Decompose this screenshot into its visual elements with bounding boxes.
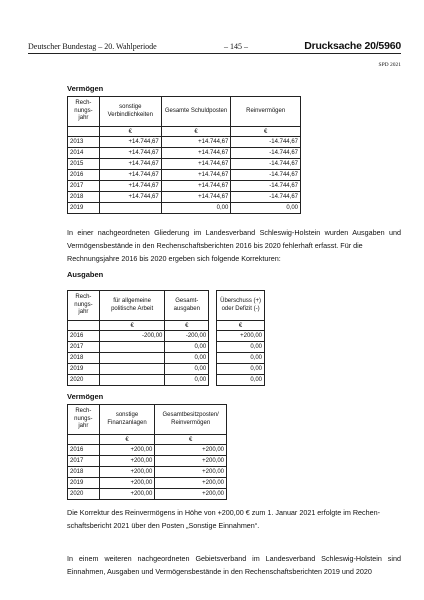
value-cell	[99, 342, 165, 353]
currency-cell: €	[165, 321, 209, 331]
value-cell: 0,00	[217, 342, 265, 353]
year-cell: 2020	[68, 489, 100, 500]
value-cell: +200,00	[155, 456, 227, 467]
value-cell: +200,00	[217, 331, 265, 342]
value-cell: +200,00	[155, 489, 227, 500]
table-row	[68, 342, 265, 353]
value-cell	[99, 375, 165, 386]
paragraph-text: Die Korrektur des Reinvermögens in Höhe von +200,00 € zum 1. Januar 2021 erfolgte im Rechen-	[67, 508, 381, 517]
col-header: Rech-nungs-jahr	[68, 291, 100, 321]
value-cell	[99, 364, 165, 375]
table3	[67, 404, 227, 500]
table-row	[68, 478, 227, 489]
value-cell: +14.744,67	[99, 192, 161, 203]
value-cell: -14.744,67	[231, 137, 301, 148]
currency-cell	[68, 435, 100, 445]
value-cell: -200,00	[99, 331, 165, 342]
paragraph-text: Rechnungsjahre 2016 bis 2020 ergeben sich folgende Korrekturen:	[67, 254, 281, 263]
table-row	[68, 331, 265, 342]
year-cell: 2016	[68, 170, 100, 181]
currency-cell: €	[217, 321, 265, 331]
year-cell: 2017	[68, 342, 100, 353]
year-cell: 2013	[68, 137, 100, 148]
currency-row	[68, 127, 301, 137]
value-cell: +200,00	[155, 478, 227, 489]
currency-row	[68, 321, 265, 331]
paragraph-correction-note	[67, 506, 401, 532]
table2-title: Ausgaben	[67, 270, 104, 279]
party-tag: SPD 2021	[378, 62, 401, 68]
col-header: Rech-nungs-jahr	[68, 405, 100, 435]
currency-cell	[68, 127, 100, 137]
header-left: Deutscher Bundestag – 20. Wahlperiode	[28, 42, 157, 51]
value-cell: 0,00	[231, 203, 301, 214]
page-number: – 145 –	[224, 42, 248, 51]
year-cell: 2016	[68, 331, 100, 342]
value-cell: 0,00	[165, 364, 209, 375]
currency-cell: €	[231, 127, 301, 137]
table-row	[68, 137, 301, 148]
value-cell: +200,00	[99, 467, 155, 478]
year-cell: 2015	[68, 159, 100, 170]
value-cell: 0,00	[165, 375, 209, 386]
year-cell: 2016	[68, 445, 100, 456]
table-row	[68, 445, 227, 456]
table1	[67, 96, 301, 214]
paragraph-text: In einem weiteren nachgeordneten Gebietsverband im Landesverband Schleswig-Holstein sind Einnahmen, Ausgaben und Vermögensbestände in den Rechenschaftsberichten 2019 und 2020	[67, 554, 401, 576]
column-gap	[209, 353, 217, 364]
currency-cell: €	[99, 435, 155, 445]
value-cell: +14.744,67	[99, 170, 161, 181]
value-cell: +14.744,67	[99, 159, 161, 170]
value-cell: +14.744,67	[99, 181, 161, 192]
table3-header-row	[68, 405, 227, 435]
value-cell: +14.744,67	[161, 192, 231, 203]
col-header: Rech-nungs-jahr	[68, 97, 100, 127]
currency-row	[68, 435, 227, 445]
value-cell: -14.744,67	[231, 192, 301, 203]
table-row	[68, 375, 265, 386]
currency-cell: €	[99, 321, 165, 331]
value-cell: +14.744,67	[161, 148, 231, 159]
column-gap	[209, 375, 217, 386]
year-cell: 2020	[68, 375, 100, 386]
column-gap	[209, 331, 217, 342]
year-cell: 2017	[68, 181, 100, 192]
value-cell: +200,00	[99, 445, 155, 456]
column-gap	[209, 342, 217, 353]
year-cell: 2019	[68, 203, 100, 214]
table2	[67, 290, 265, 386]
year-cell: 2018	[68, 353, 100, 364]
col-header: Gesamtbesitzposten/ Reinvermögen	[155, 405, 227, 435]
year-cell: 2018	[68, 467, 100, 478]
paragraph-further-association	[67, 552, 401, 578]
column-gap	[209, 364, 217, 375]
year-cell: 2017	[68, 456, 100, 467]
currency-cell: €	[161, 127, 231, 137]
value-cell: +14.744,67	[161, 159, 231, 170]
year-cell: 2019	[68, 478, 100, 489]
table-row	[68, 192, 301, 203]
col-header: für allgemeine politische Arbeit	[99, 291, 165, 321]
value-cell: +200,00	[155, 467, 227, 478]
value-cell: -14.744,67	[231, 159, 301, 170]
table-row	[68, 489, 227, 500]
value-cell: 0,00	[161, 203, 231, 214]
value-cell: -14.744,67	[231, 170, 301, 181]
value-cell: 0,00	[217, 353, 265, 364]
value-cell: +14.744,67	[161, 181, 231, 192]
value-cell: 0,00	[165, 342, 209, 353]
value-cell: 0,00	[217, 375, 265, 386]
table3-title: Vermögen	[67, 392, 104, 401]
currency-cell	[68, 321, 100, 331]
year-cell: 2014	[68, 148, 100, 159]
table-row	[68, 467, 227, 478]
table-row	[68, 203, 301, 214]
paragraph-text: In einer nachgeordneten Gliederung im Landesverband Schleswig-Holstein wurden Ausgaben und Vermögensbestände in den Rechenschaftsberichten 2016 bis 2020 fehlerhaft erfasst. Für die	[67, 228, 401, 250]
value-cell	[99, 203, 161, 214]
year-cell: 2018	[68, 192, 100, 203]
table-row	[68, 456, 227, 467]
value-cell: +14.744,67	[99, 137, 161, 148]
table-row	[68, 159, 301, 170]
table-row	[68, 148, 301, 159]
col-header: Reinvermögen	[231, 97, 301, 127]
col-header: Überschuss (+) oder Defizit (-)	[217, 291, 265, 321]
value-cell	[99, 353, 165, 364]
value-cell: -14.744,67	[231, 148, 301, 159]
value-cell: 0,00	[165, 353, 209, 364]
currency-cell: €	[155, 435, 227, 445]
table-row	[68, 353, 265, 364]
value-cell: +14.744,67	[161, 137, 231, 148]
value-cell: +200,00	[155, 445, 227, 456]
value-cell: -14.744,67	[231, 181, 301, 192]
value-cell: +200,00	[99, 489, 155, 500]
col-header: sonstige Finanzanlagen	[99, 405, 155, 435]
column-gap	[209, 291, 217, 321]
document-number: Drucksache 20/5960	[304, 40, 401, 52]
year-cell: 2019	[68, 364, 100, 375]
value-cell: +200,00	[99, 478, 155, 489]
col-header: sonstige Verbindlichkeiten	[99, 97, 161, 127]
table-row	[68, 170, 301, 181]
table1-header-row	[68, 97, 301, 127]
value-cell: +14.744,67	[99, 148, 161, 159]
col-header: Gesamte Schuldposten	[161, 97, 231, 127]
value-cell: 0,00	[217, 364, 265, 375]
table-row	[68, 181, 301, 192]
table1-title: Vermögen	[67, 84, 104, 93]
paragraph-text: schaftsbericht 2021 über den Posten „Sonstige Einnahmen“.	[67, 521, 260, 530]
value-cell: +14.744,67	[161, 170, 231, 181]
table2-header-row	[68, 291, 265, 321]
value-cell: +200,00	[99, 456, 155, 467]
paragraph-correction-intro	[67, 226, 401, 265]
page-header	[28, 41, 401, 53]
header-rule	[28, 53, 401, 54]
col-header: Gesamt-ausgaben	[165, 291, 209, 321]
value-cell: -200,00	[165, 331, 209, 342]
table-row	[68, 364, 265, 375]
column-gap	[209, 321, 217, 331]
currency-cell: €	[99, 127, 161, 137]
